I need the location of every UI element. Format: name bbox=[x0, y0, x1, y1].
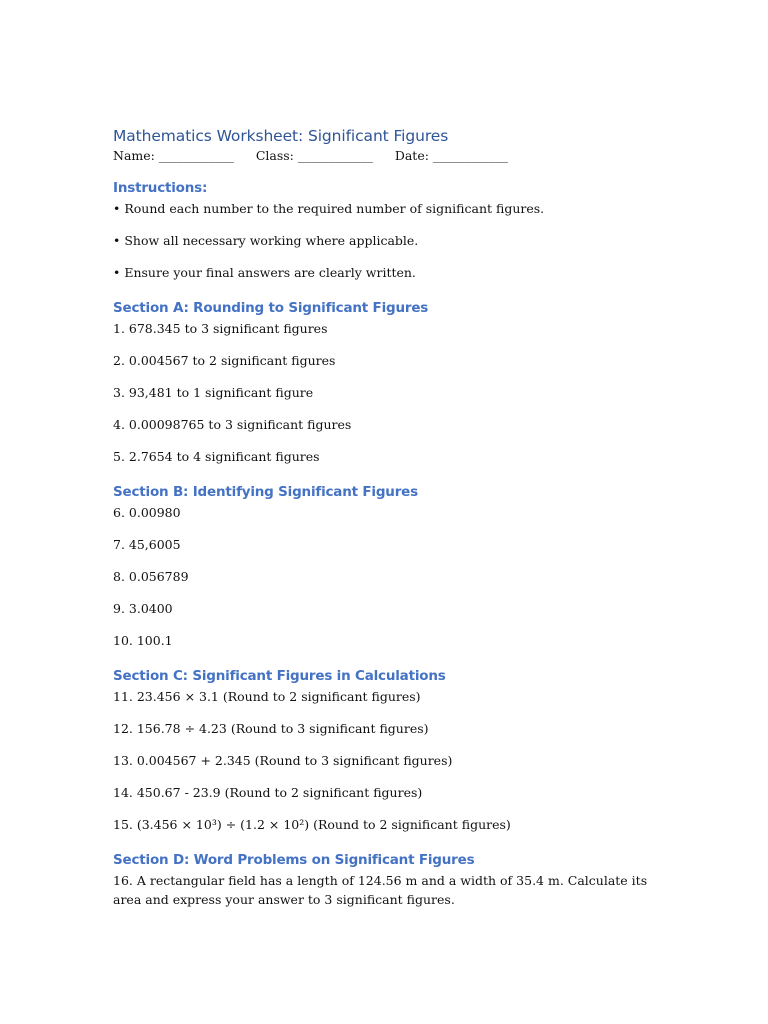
question-item: 8. 0.056789 bbox=[113, 569, 189, 584]
instructions-heading: Instructions: bbox=[113, 180, 208, 196]
question-item: 12. 156.78 ÷ 4.23 (Round to 3 significant figures) bbox=[113, 721, 429, 736]
question-item: 13. 0.004567 + 2.345 (Round to 3 significant figures) bbox=[113, 753, 453, 768]
section-a-heading: Section A: Rounding to Significant Figures bbox=[113, 300, 429, 316]
worksheet-title: Mathematics Worksheet: Significant Figures bbox=[113, 127, 449, 145]
word-problem: 16. A rectangular field has a length of 124.56 m and a width of 35.4 m. Calculate its area and express your answer to 3 significant figures. bbox=[113, 873, 648, 907]
question-item: 7. 45,6005 bbox=[113, 537, 181, 552]
question-item: 14. 450.67 - 23.9 (Round to 2 significant figures) bbox=[113, 785, 423, 800]
section-c-heading: Section C: Significant Figures in Calculations bbox=[113, 668, 446, 684]
instruction-item: • Ensure your final answers are clearly written. bbox=[113, 265, 416, 280]
student-fields bbox=[113, 145, 673, 167]
question-item: 6. 0.00980 bbox=[113, 505, 181, 520]
question-item: 1. 678.345 to 3 significant figures bbox=[113, 321, 328, 336]
worksheet-content bbox=[113, 125, 673, 909]
section-d-heading: Section D: Word Problems on Significant Figures bbox=[113, 852, 475, 868]
date-field: Date: ____________ bbox=[394, 148, 508, 163]
instruction-item: • Show all necessary working where applicable. bbox=[113, 233, 419, 248]
question-item: 9. 3.0400 bbox=[113, 601, 173, 616]
question-item: 3. 93,481 to 1 significant figure bbox=[113, 385, 314, 400]
question-item: 5. 2.7654 to 4 significant figures bbox=[113, 449, 320, 464]
question-item: 2. 0.004567 to 2 significant figures bbox=[113, 353, 336, 368]
question-item: 10. 100.1 bbox=[113, 633, 173, 648]
class-field: Class: ____________ bbox=[255, 148, 373, 163]
instruction-item: • Round each number to the required number of significant figures. bbox=[113, 201, 545, 216]
question-item: 11. 23.456 × 3.1 (Round to 2 significant figures) bbox=[113, 689, 421, 704]
question-item: 4. 0.00098765 to 3 significant figures bbox=[113, 417, 352, 432]
section-b-heading: Section B: Identifying Significant Figures bbox=[113, 484, 418, 500]
name-field: Name: ____________ bbox=[113, 148, 234, 163]
question-item: 15. (3.456 × 10³) ÷ (1.2 × 10²) (Round to 2 significant figures) bbox=[113, 817, 511, 832]
